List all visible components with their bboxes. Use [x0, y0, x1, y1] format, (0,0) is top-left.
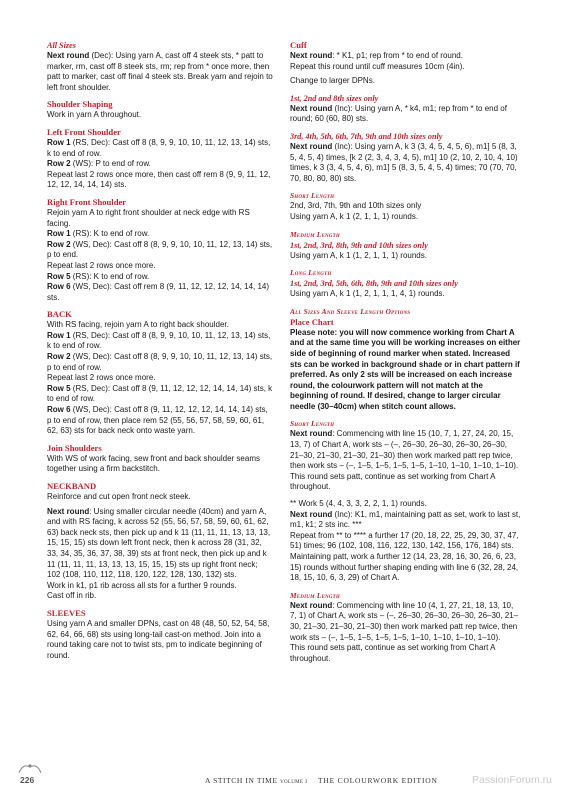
- sleeves-heading: SLEEVES: [47, 607, 86, 618]
- all-options-section: [290, 306, 522, 413]
- medium-length-section: Medium Length 1st, 2nd, 3rd, 8th, 9th and 10th sizes only Using yarn A, k 1 (1, 2, 1, 1, 1) rounds.: [290, 229, 522, 262]
- long-length-heading: Long Length: [290, 268, 332, 278]
- place-chart-note: Please note: you will now commence working from Chart A and at the same time you will be working increases on either side of beginning of round marker when stated. Increased sts can be worked in background shade or in chart pattern if preferred. As only 2 sts will be increased on each increase round, the colourwork pattern will not match at the beginning of round. If desired, change to larger circular needle (30–40cm) when stitch count allows.: [290, 327, 521, 411]
- left-front-shoulder-section: Left Front Shoulder Row 1 (RS, Dec): Cast off 8 (8, 9, 9, 10, 10, 11, 12, 13, 14) sts, k to end of row. Row 2 (WS): P to end of row. Repeat last 2 rows once more, then cast off rem 8 (9, 9, 11, 12, 12, 12, 14, 14, 14) sts.: [47, 127, 273, 191]
- join-shoulders-section: Join Shoulders With WS of work facing, sew front and back shoulder seams together using a firm backstitch.: [47, 443, 273, 475]
- neckband-heading: NECKBAND: [47, 481, 97, 491]
- medium-length-2-section: Medium Length Next round: Commencing with line 10 (4, 1, 27, 21, 18, 13, 10, 7, 1) of Chart A, work sts – (–, 26–30, 26–30, 26–30, 26–30, 21–30, 21–30, 21–30, 21–30) then work marked patt rep twice, then work sts – (–, 1–5, 1–5, 1–5, 1–5, 1–10, 1–10, 1–10, 1–10). This round sets patt, continue as set working from Chart A throughout.: [290, 590, 522, 665]
- footer-volume: VOLUME 3: [280, 780, 308, 785]
- short-length-2-heading: Short Length: [290, 419, 335, 429]
- sizes-3-section: 3rd, 4th, 5th, 6th, 7th, 9th and 10th sizes only Next round (Inc): Using yarn A, k 3 (3, 4, 5, 4, 5, 6), m1] 5 (8, 3, 5, 4, 5, 4) times, [k 2 (2, 3, 4, 3, 4, 5), m1] 10 (2, 10, 2, 10, 4, 10) times, k 3 (3, 4, 5, 4, 6), m1] 5 (8, 3, 5, 4, 5, 4) times; 70 (70, 70, 70, 80, 80, 80) sts.: [290, 131, 522, 184]
- sleeves-section: SLEEVES Using yarn A and smaller DPNs, cast on 48 (48, 50, 52, 54, 58, 62, 64, 66, 68) sts using long-tail cast-on method. Join into a round taking care not to twist sts, pm to indicate beginning of round.: [47, 608, 273, 661]
- left-front-shoulder-heading: Left Front Shoulder: [47, 126, 121, 137]
- left-column: [47, 40, 273, 667]
- short-length-section: Short Length 2nd, 3rd, 7th, 9th and 10th sizes only Using yarn A, k 1 (2, 1, 1, 1) rounds.: [290, 190, 522, 222]
- short-length-heading: Short Length: [290, 191, 335, 201]
- medium-length-2-heading: Medium Length: [290, 590, 340, 600]
- sizes-128-section: 1st, 2nd and 8th sizes only Next round (Inc): Using yarn A, * k4, m1; rep from * to end of round; 60 (60, 80) sts.: [290, 93, 522, 125]
- work-section: ** Work 5 (4, 4, 3, 3, 2, 2, 1, 1) rounds. Next round (Inc): K1, m1, maintaining patt as set, work to last st, m1, k1; 2 sts inc. *** Repeat from ** to **** a further 17 (20, 18, 22, 25, 29, 30, 37, 47, 51) times; 96 (102, 108, 116, 122, 130, 142, 156, 176, 184) sts. Maintaining patt, work a further 12 (14, 23, 28, 16, 30, 26, 6, 23, 15) rounds without further shaping ending with line 6 (32, 28, 24, 18, 15, 10, 6, 3, 29) of Chart A.: [290, 499, 521, 583]
- all-sizes-heading: All Sizes: [47, 41, 76, 50]
- back-section: BACK With RS facing, rejoin yarn A to right back shoulder. Row 1 (RS, Dec): Cast off 8 (8, 9, 9, 10, 10, 11, 12, 13, 14) sts, k to end of row. Row 2 (WS, Dec): Cast off 8 (8, 9, 9, 10, 10, 11, 12, 13, 14) sts, p to end of row. Repeat last 2 rows once more. Row 5 (RS, Dec): Cast off 8 (9, 11, 12, 12, 12, 14, 14, 14) sts, k to end of row. Row 6 (WS, Dec): Cast off 8 (9, 11, 12, 12, 12, 14, 14, 14) sts, p to end of row, then place rem 52 (55, 56, 57, 58, 59, 60, 61, 62, 63) sts for back neck onto waste yarn.: [47, 309, 273, 436]
- right-column: [290, 40, 522, 670]
- neckband-section: NECKBAND Reinforce and cut open front neck steek. Next round: Using smaller circular needle (40cm) and yarn A, and with RS facing, k across 52 (55, 56, 57, 58, 59, 60, 61, 62, 63) back neck sts, then pick up and k 11 (11, 11, 11, 13, 13, 13, 15, 15, 15) sts down left front neck, then k across 28 (31, 32, 33, 34, 35, 36, 37, 38, 39) sts at front neck, then pick up and k 11 (11, 11, 11, 13, 13, 13, 15, 15, 15) sts up right front neck; 102 (108, 110, 112, 118, 120, 122, 128, 130, 132) sts. Work in k1, p1 rib across all sts for a further 9 rounds. Cast off in rib.: [47, 481, 273, 602]
- all-sizes-section: All Sizes Next round (Dec): Using yarn A, cast off 4 steek sts, * patt to marker, rm, cast off 8 steek sts, rm; rep from * once more, then patt to marker, cast off final 4 steek sts. Break yarn and rejoin to left front shoulder.: [47, 41, 273, 92]
- page-number: 226: [20, 775, 35, 785]
- back-heading: BACK: [47, 309, 72, 320]
- footer-edition: THE COLOURWORK EDITION: [318, 776, 438, 785]
- watermark: PassionForum.ru: [472, 774, 552, 786]
- place-chart-heading: Place Chart: [290, 316, 334, 327]
- footer: [0, 771, 566, 791]
- cuff-section: Cuff Next round: * K1, p1; rep from * to end of round. Repeat this round until cuff measures 10cm (4in). Change to larger DPNs.: [290, 40, 522, 87]
- join-shoulders-heading: Join Shoulders: [47, 442, 102, 453]
- footer-title: A STITCH IN TIME VOLUME 3: [205, 776, 308, 785]
- sizes-3-heading: 3rd, 4th, 5th, 6th, 7th, 9th and 10th sizes only: [290, 131, 443, 141]
- flourish-icon: [17, 761, 43, 775]
- long-length-section: Long Length 1st, 2nd, 3rd, 5th, 6th, 8th, 9th and 10th sizes only Using yarn A, k 1 (1, 2, 1, 1, 1, 4, 1) rounds.: [290, 267, 522, 300]
- sizes-128-heading: 1st, 2nd and 8th sizes only: [290, 93, 379, 103]
- short-length-2-section: Short Length Next round: Commencing with line 15 (10, 7, 1, 27, 24, 20, 15, 13, 7) of Chart A, work sts – (–, 26–30, 26–30, 26–30, 26–30, 21–30, 21–30, 21–30, 21–30) then work marked patt rep twice, then work sts – (–, 1–5, 1–5, 1–5, 1–5, 1–10, 1–10, 1–10, 1–10). This round sets patt, continue as set working from Chart A throughout.: [290, 418, 522, 493]
- right-front-shoulder-section: Right Front Shoulder Rejoin yarn A to right front shoulder at neck edge with RS facing. Row 1 (RS): K to end of row. Row 2 (WS, Dec): Cast off 8 (8, 9, 9, 10, 10, 11, 12, 13, 14) sts, p to end. Repeat last 2 rows once more. Row 5 (RS): K to end of row. Row 6 (WS, Dec): Cast off rem 8 (9, 11, 12, 12, 12, 14, 14, 14) sts.: [47, 196, 273, 302]
- shoulder-shaping-heading: Shoulder Shaping: [47, 99, 113, 110]
- right-front-shoulder-heading: Right Front Shoulder: [47, 196, 127, 207]
- shoulder-shaping-section: Shoulder Shaping Work in yarn A throughout.: [47, 99, 273, 121]
- medium-length-heading: Medium Length: [290, 229, 340, 239]
- all-options-heading: All Sizes And Sleeve Length Options: [290, 306, 411, 316]
- cuff-heading: Cuff: [290, 40, 307, 50]
